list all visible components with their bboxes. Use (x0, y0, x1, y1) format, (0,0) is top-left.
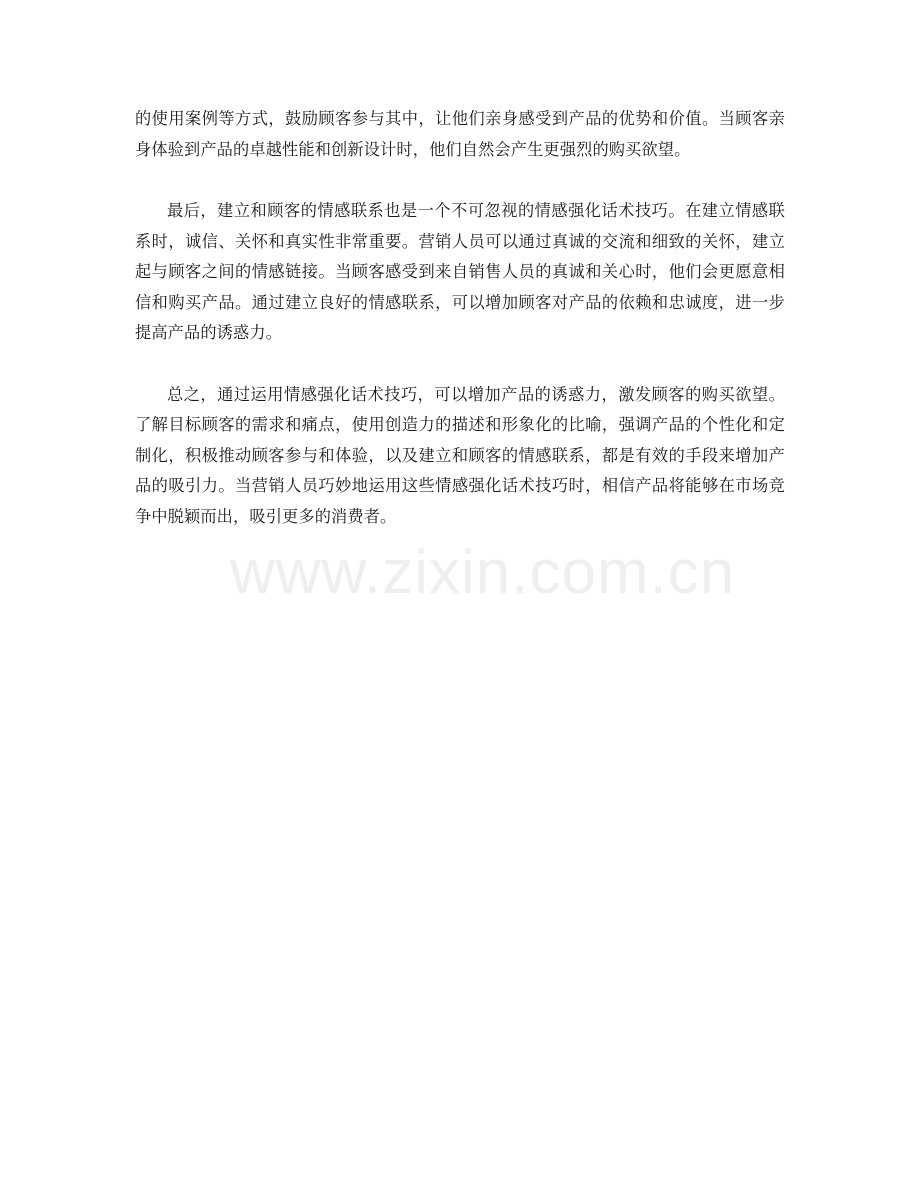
paragraph-1: 的使用案例等方式，鼓励顾客参与其中，让他们亲身感受到产品的优势和价值。当顾客亲身体验到产品的卓越性能和创新设计时，他们自然会产生更强烈的购买欲望。 (135, 109, 785, 159)
paragraph-2: 最后，建立和顾客的情感联系也是一个不可忽视的情感强化话术技巧。在建立情感联系时，诚信、关怀和真实性非常重要。营销人员可以通过真诚的交流和细致的关怀，建立起与顾客之间的情感链接。当顾客感受到来自销售人员的真诚和关心时，他们会更愿意相信和购买产品。通过建立良好的情感联系，可以增加顾客对产品的依赖和忠诚度，进一步提高产品的诱惑力。 (135, 201, 785, 342)
paragraph-3: 总之，通过运用情感强化话术技巧，可以增加产品的诱惑力，激发顾客的购买欲望。了解目标顾客的需求和痛点，使用创造力的描述和形象化的比喻，强调产品的个性化和定制化，积极推动顾客参与和体验，以及建立和顾客的情感联系，都是有效的手段来增加产品的吸引力。当营销人员巧妙地运用这些情感强化话术技巧时，相信产品将能够在市场竞争中脱颖而出，吸引更多的消费者。 (135, 384, 785, 526)
watermark: www.zixin.com.cn (230, 538, 736, 607)
document-body (135, 104, 785, 563)
